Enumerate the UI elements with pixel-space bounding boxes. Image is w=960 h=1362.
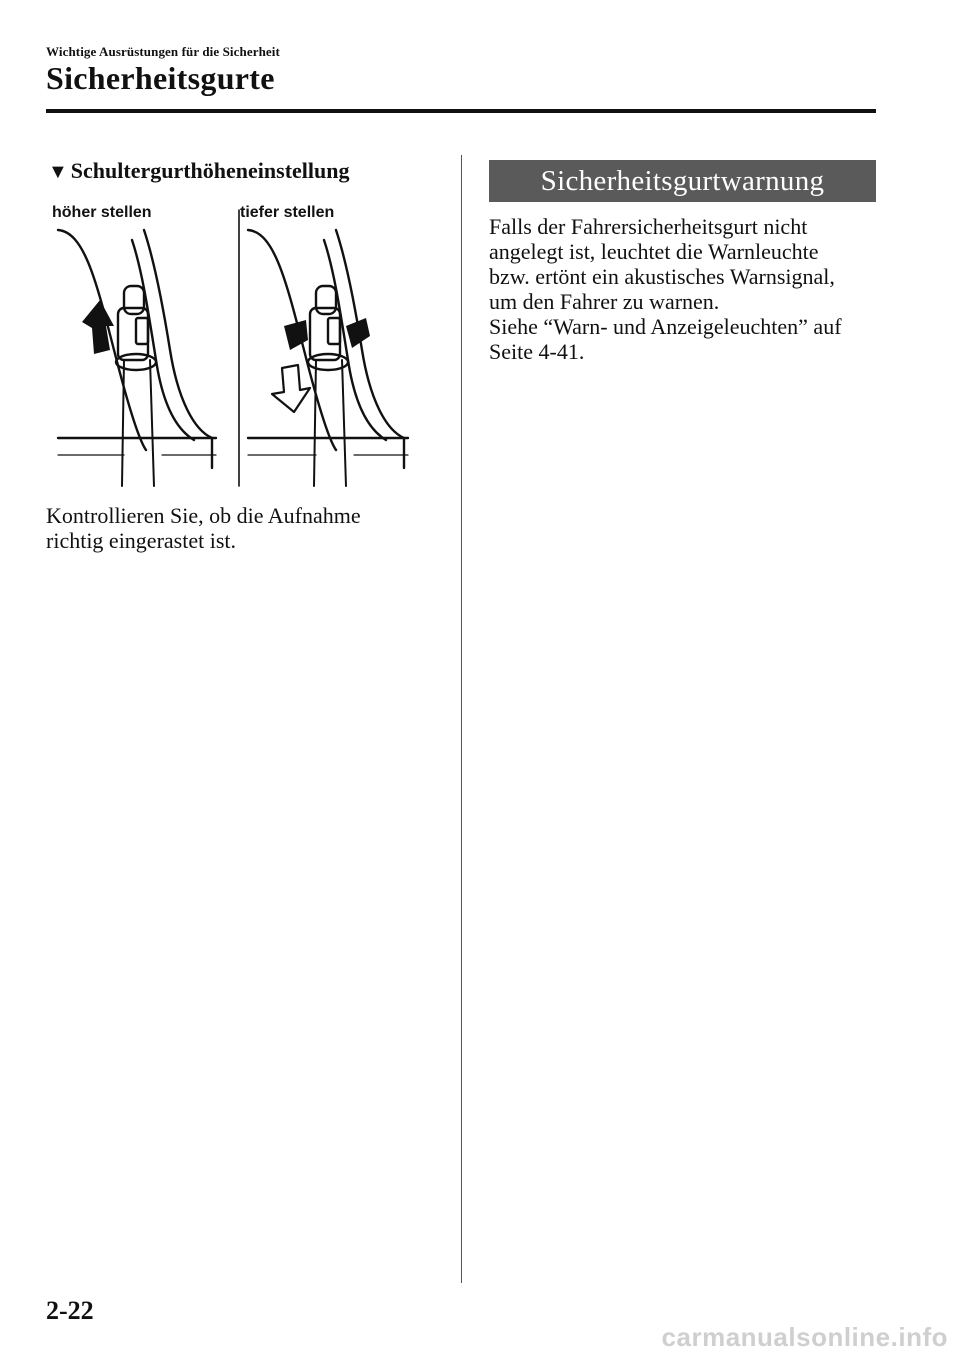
belt-illustration: [44, 200, 414, 490]
chapter-title: Sicherheitsgurte: [46, 60, 275, 96]
text-line: Siehe “Warn- und Anzeigeleuchten” auf: [489, 314, 842, 339]
text-line: richtig eingerastet ist.: [46, 528, 236, 553]
subheading-text: Schultergurthöheneinstellung: [70, 158, 350, 183]
right-paragraph: [489, 214, 842, 364]
belt-height-figure: [44, 200, 414, 490]
press-tab-left-icon: [284, 320, 308, 350]
section-banner: Sicherheitsgurtwarnung: [489, 160, 876, 202]
text-line: angelegt ist, leuchtet die Warnleuchte: [489, 239, 819, 264]
label-lower: tiefer stellen: [240, 204, 335, 221]
header-rule: [46, 109, 876, 113]
arrow-down-icon: [272, 365, 310, 412]
press-tab-right-icon: [346, 318, 370, 348]
section-label: Wichtige Ausrüstungen für die Sicherheit: [46, 44, 280, 59]
text-line: bzw. ertönt ein akustisches Warnsignal,: [489, 264, 835, 289]
text-line: Falls der Fahrersicherheitsgurt nicht: [489, 214, 808, 239]
text-line: Kontrollieren Sie, ob die Aufnahme: [46, 503, 361, 528]
subheading: [48, 158, 350, 184]
watermark: carmanualsonline.info: [661, 1322, 948, 1352]
text-line: Seite 4-41.: [489, 339, 585, 364]
triangle-down-icon: ▼: [48, 161, 68, 183]
page-number: 2-22: [46, 1296, 94, 1325]
column-divider: [461, 155, 462, 1283]
left-paragraph: [46, 503, 361, 553]
label-raise: höher stellen: [52, 204, 152, 221]
text-line: um den Fahrer zu warnen.: [489, 289, 720, 314]
